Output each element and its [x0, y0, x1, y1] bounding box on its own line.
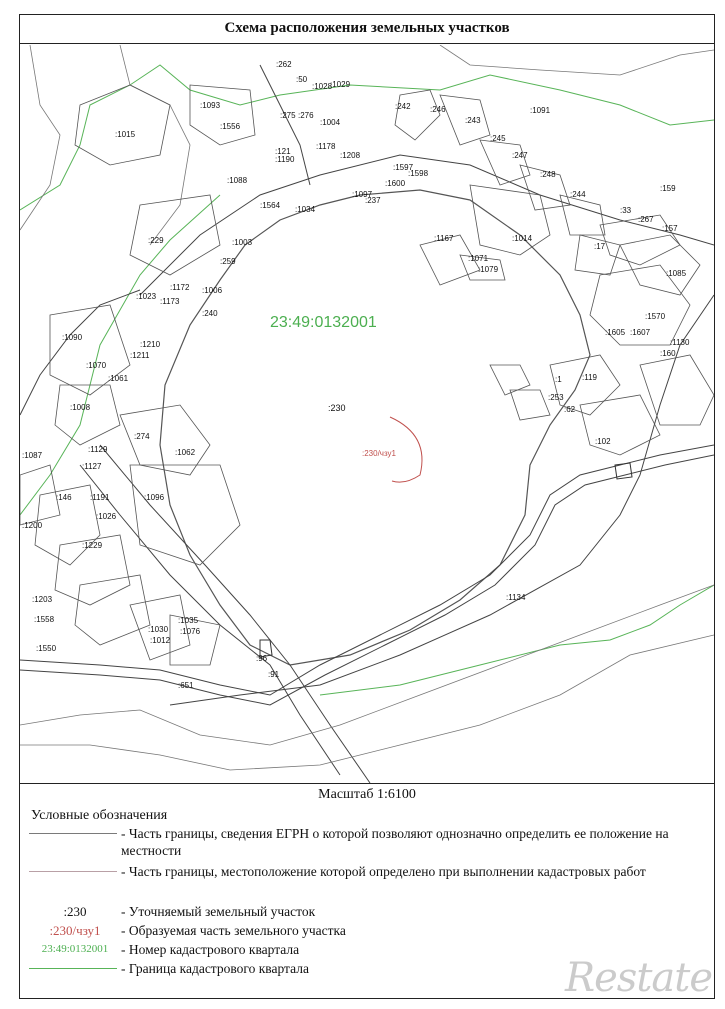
parcel-label: :243 — [465, 116, 481, 125]
main-parcel-label: :230 — [328, 403, 346, 413]
parcel-label: :119 — [582, 373, 597, 382]
title-bar — [19, 14, 715, 44]
parcel-outline — [640, 355, 714, 425]
parcel-label: :1597 — [393, 163, 414, 172]
parcel-label: :1200 — [22, 521, 43, 530]
parcel-label: :1605 — [605, 328, 626, 337]
parcel-label: :1173 — [160, 297, 180, 306]
parcel-label: :146 — [56, 493, 72, 502]
parcel-label: :259 — [220, 257, 236, 266]
parcel-label: :1558 — [34, 615, 55, 624]
parcel-label: :1028 — [312, 82, 333, 91]
parcel-label: :1203 — [32, 595, 53, 604]
parcel-label: :1088 — [227, 176, 248, 185]
parcel-label: :157 — [662, 224, 678, 233]
parcel-label: :247 — [512, 151, 528, 160]
quarter-boundary-swatch — [29, 968, 117, 969]
scale-label: Масштаб 1:6100 — [318, 786, 416, 802]
parcel-label: :275 — [280, 111, 296, 120]
parcel-label: :245 — [490, 134, 506, 143]
parcel-outline — [510, 390, 550, 420]
road — [80, 465, 340, 775]
parcel-label: :1129 — [88, 445, 108, 454]
parcel-outline — [130, 465, 240, 565]
parcel-label: :1178 — [316, 142, 336, 151]
parcel-label: :159 — [660, 184, 676, 193]
parcel-label: :242 — [395, 102, 411, 111]
new-part-label: :230/чзу1 — [362, 449, 396, 458]
parcel-label: :1 — [555, 375, 562, 384]
road — [20, 290, 140, 415]
parcel-label: :1015 — [115, 130, 136, 139]
parcel-label: :1035 — [178, 616, 199, 625]
parcel-outline — [560, 195, 605, 235]
parcel-label: :1004 — [320, 118, 341, 127]
parcel-outline — [75, 575, 150, 645]
parcel-label: :1030 — [148, 625, 169, 634]
parcel-outline — [480, 140, 530, 185]
quarter-number-symbol: 23:49:0132001 — [41, 943, 109, 955]
parcel-label: :1091 — [530, 106, 551, 115]
parcel-label: :1097 — [352, 190, 373, 199]
parcel-label: :1191 — [90, 493, 110, 502]
parcel-label: :1090 — [62, 333, 83, 342]
parcel-label: :1061 — [108, 374, 129, 383]
parcel-label: :1096 — [144, 493, 165, 502]
contour-line — [20, 45, 60, 230]
parcel-label: :248 — [540, 170, 556, 179]
cadastral-boundary-swatch — [29, 871, 117, 872]
contour-line — [20, 635, 714, 770]
parcel-label: :1600 — [385, 179, 406, 188]
parcel-label: :102 — [595, 437, 611, 446]
parcel-label: :1006 — [202, 286, 223, 295]
parcel-label: :1229 — [82, 541, 103, 550]
parcel-label: :1070 — [86, 361, 107, 370]
road — [170, 295, 714, 705]
parcel-label: :33 — [620, 206, 632, 215]
quarter-number-label: 23:49:0132001 — [270, 314, 377, 331]
parcel-label: :1211 — [130, 351, 150, 360]
parcel-label: :1085 — [666, 269, 687, 278]
legend-item-text: - Образуемая часть земельного участка — [121, 923, 346, 938]
parcel-label: :1556 — [220, 122, 241, 131]
parcel-label: :1012 — [150, 636, 171, 645]
parcel-map-svg — [20, 45, 714, 783]
parcel-outline — [395, 90, 440, 140]
parcel-outline — [75, 85, 170, 165]
parcel-label: :651 — [178, 681, 194, 690]
parcel-label: :1034 — [295, 205, 316, 214]
parcel-label: :1076 — [180, 627, 201, 636]
legend-item-text: - Часть границы, местоположение которой определено при выполнении кадастровых работ — [121, 864, 646, 879]
restate-watermark: Restate — [565, 955, 712, 1001]
parcel-label: :246 — [430, 105, 446, 114]
parcel-label: :1062 — [175, 448, 196, 457]
parcel-label: :262 — [276, 60, 292, 69]
legend-item-text: - Часть границы, сведения ЕГРН о которой позволяют однозначно определить ее положение на местности — [121, 826, 669, 858]
parcel-label: :121 — [275, 147, 291, 156]
parcel-label: :1003 — [232, 238, 253, 247]
parcel-label: :1071 — [468, 254, 489, 263]
parcel-label: :229 — [148, 236, 164, 245]
parcel-label: :1087 — [22, 451, 43, 460]
parcel-label: :1564 — [260, 201, 281, 210]
parcel-label: :1190 — [275, 155, 295, 164]
parcel-label: :96 — [256, 654, 268, 663]
parcel-label: :1210 — [140, 340, 161, 349]
parcel-label: :240 — [202, 309, 218, 318]
legend-item-text: - Номер кадастрового квартала — [121, 942, 300, 957]
legend-title: Условные обозначения — [31, 808, 168, 823]
legend-item-text: - Уточняемый земельный участок — [121, 904, 316, 919]
parcel-label: :17 — [594, 242, 606, 251]
parcel-label: :237 — [365, 196, 381, 205]
egrn-boundary-swatch — [29, 833, 117, 834]
parcel-label: :62 — [564, 405, 576, 414]
parcel-label: :1127 — [82, 462, 102, 471]
contour-line — [20, 585, 714, 745]
parcel-label: :1093 — [200, 101, 221, 110]
map-area[interactable] — [20, 45, 714, 783]
scale-row — [19, 783, 715, 805]
parcel-label: :50 — [296, 75, 308, 84]
road — [20, 445, 714, 695]
parcel-label: :1130 — [670, 338, 690, 347]
parcel-label: :276 — [298, 111, 314, 120]
parcel-outline — [550, 355, 620, 415]
new-part-symbol: :230/чзу1 — [49, 923, 101, 938]
parcel-label: :1029 — [330, 80, 351, 89]
legend-item-text: - Граница кадастрового квартала — [121, 961, 309, 976]
contour-line — [120, 45, 190, 245]
parcel-label: :274 — [134, 432, 150, 441]
parcel-label: :1023 — [136, 292, 157, 301]
parcel-label: :91 — [268, 670, 280, 679]
parcel-label: :1167 — [434, 234, 454, 243]
parcel-label: :1026 — [96, 512, 117, 521]
contour-line — [440, 45, 714, 75]
parcel-label: :244 — [570, 190, 586, 199]
parcel-outline — [470, 185, 550, 255]
parcel-label: :1014 — [512, 234, 533, 243]
map-title: Схема расположения земельных участков — [224, 20, 510, 36]
parcel-outline — [575, 235, 620, 275]
parcel-label: :1134 — [506, 593, 526, 602]
road — [100, 445, 370, 783]
parcel-label: :253 — [548, 393, 564, 402]
parcel-label: :1079 — [478, 265, 499, 274]
parcel-label: :160 — [660, 349, 676, 358]
parcel-label: :267 — [638, 215, 654, 224]
parcel-symbol: :230 — [63, 904, 87, 919]
parcel-label: :1208 — [340, 151, 361, 160]
parcel-label: :1607 — [630, 328, 651, 337]
parcel-outline — [190, 85, 255, 145]
parcel-label: :1570 — [645, 312, 666, 321]
parcel-labels — [22, 60, 690, 690]
parcel-label: :1598 — [408, 169, 429, 178]
parcel-label: :1008 — [70, 403, 91, 412]
parcel-label: :1172 — [170, 283, 190, 292]
parcel-label: :1550 — [36, 644, 57, 653]
